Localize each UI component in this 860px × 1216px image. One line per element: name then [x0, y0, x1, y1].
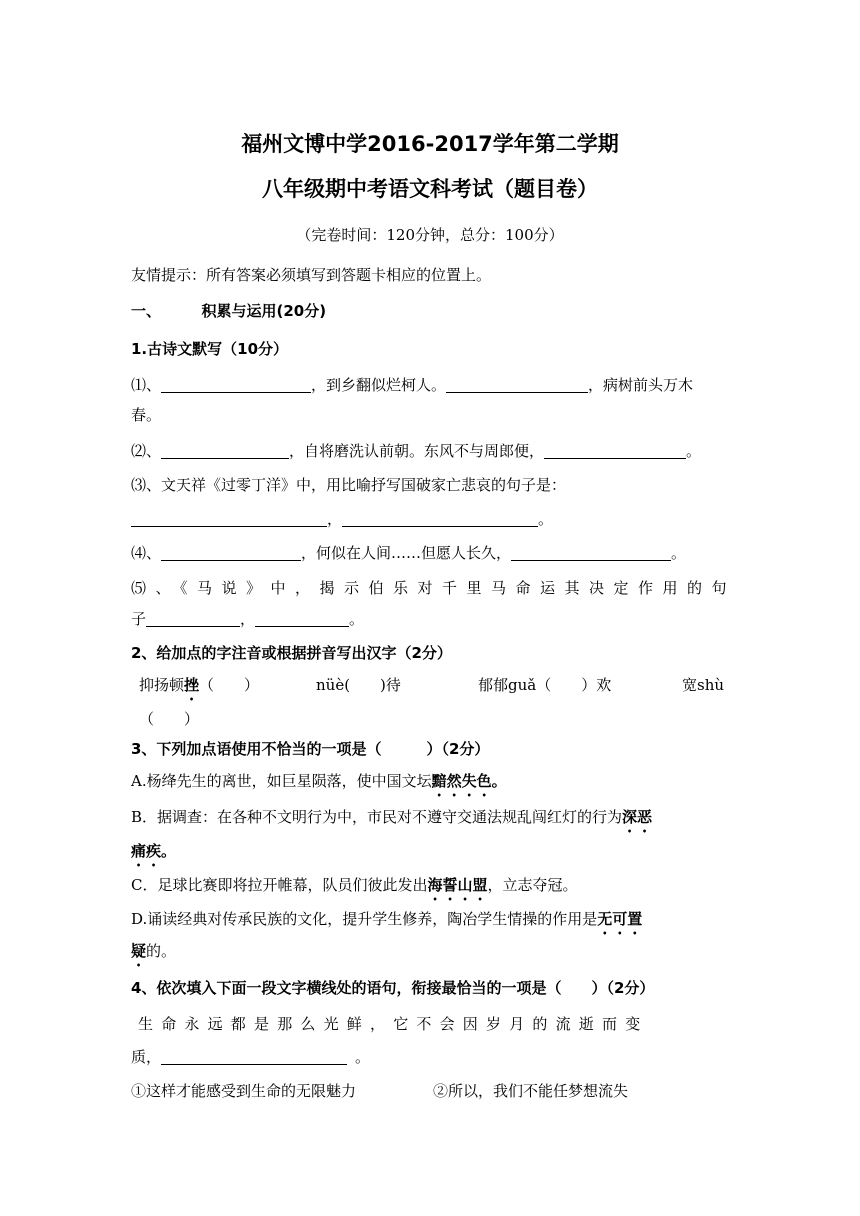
answer-blank [446, 376, 588, 393]
q1-line1-cont: 春。 [131, 406, 162, 424]
q3-option-a-dotted: 黯然失色 [431, 772, 492, 790]
q1-title: 1.古诗文默写（10分） [131, 340, 289, 358]
q3-option-d-dotted2: 疑 [131, 942, 147, 960]
q4-passage-text: 质， [131, 1048, 162, 1066]
q2-item4: 宽shù [682, 676, 725, 694]
q2-title: 2、给加点的字注音或根据拼音写出汉字（2分） [131, 644, 452, 662]
q3-option-c [131, 874, 578, 904]
q2-item2: nüè( )待 [316, 676, 401, 694]
answer-blank [255, 610, 349, 627]
q1-line1-text2: ，病树前头万木 [588, 376, 694, 394]
q1-line3: ⑶、文天祥《过零丁洋》中，用比喻抒写国破家亡悲哀的句子是： [131, 476, 567, 494]
q2-item4-paren: （ ） [139, 710, 200, 728]
section-heading [131, 300, 326, 321]
exam-subtitle: 八年级期中考语文科考试（题目卷） [262, 177, 598, 201]
q2-item1-paren: （ ） [199, 676, 260, 694]
q4-option-1: ①这样才能感受到生命的无限魅力 [131, 1082, 357, 1100]
q1-line4-text: ，何似在人间……但愿人长久， [301, 544, 512, 562]
q3-option-d-dotted: 无可置 [597, 910, 643, 928]
q3-option-c-dotted: 海誓山盟 [427, 876, 488, 894]
q1-line1-num: ⑴、 [131, 376, 162, 394]
answer-blank [544, 442, 686, 459]
q1-line4-end: 。 [671, 544, 687, 562]
q1-line5-end: 。 [349, 610, 365, 628]
q1-line2-end: 。 [686, 442, 702, 460]
q3-option-b-cont [131, 840, 176, 870]
q4-passage-cont [131, 1046, 370, 1067]
q1-line5-blanks [131, 608, 364, 629]
q3-option-b-dotted: 深恶 [622, 808, 653, 826]
q2-item1 [139, 674, 259, 704]
q2-item3: 郁郁guǎ（ ）欢 [478, 676, 612, 694]
answer-blank [511, 544, 671, 561]
q3-option-b-text: B．据调查：在各种不文明行为中，市民对不遵守交通法规乱闯红灯的行为 [131, 808, 623, 826]
q3-option-c-text: C．足球比赛即将拉开帷幕，队员们彼此发出 [131, 876, 428, 894]
q1-line2-text: ，自将磨洗认前朝。东风不与周郎便， [289, 442, 545, 460]
q3-option-b-end: 。 [161, 842, 177, 860]
q1-line5-text: 子 [131, 610, 147, 628]
q3-option-d-text: D.诵读经典对传承民族的文化，提升学生修养，陶冶学生情操的作用是 [131, 910, 598, 928]
exam-title: 福州文博中学2016-2017学年第二学期 [241, 132, 619, 156]
q1-line1-text: ，到乡翻似烂柯人。 [311, 376, 447, 394]
tip-text: 友情提示：所有答案必须填写到答题卡相应的位置上。 [131, 266, 492, 284]
q3-option-d-end: 的。 [146, 942, 177, 960]
answer-blank [146, 610, 240, 627]
q1-line3-blanks [131, 508, 553, 529]
answer-blank [161, 376, 311, 393]
q4-passage: 生命永远都是那么光鲜，它不会因岁月的流逝而变 [138, 1015, 649, 1033]
answer-blank [161, 1048, 347, 1065]
q4-passage-end: 。 [355, 1048, 371, 1066]
q3-option-b-dotted2: 痛疾 [131, 842, 162, 860]
answer-blank [161, 544, 301, 561]
q4-title: 4、依次填入下面一段文字横线处的语句，衔接最恰当的一项是（ ）（2分） [131, 979, 655, 997]
answer-blank [161, 442, 289, 459]
q4-option-2: ②所以，我们不能任梦想流失 [433, 1082, 629, 1100]
q1-line2 [131, 440, 701, 461]
q3-option-d [131, 908, 642, 938]
section-title: 积累与运用(20分) [201, 302, 327, 320]
time-info: （完卷时间：120分钟，总分：100分） [296, 226, 564, 244]
q3-option-c-end: ，立志夺冠。 [487, 876, 578, 894]
q3-option-d-cont [131, 940, 176, 970]
q1-line2-num: ⑵、 [131, 442, 162, 460]
answer-blank [342, 510, 538, 527]
section-number: 一、 [131, 302, 162, 320]
q1-line5: ⑸、《马说》中，揭示伯乐对千里马命运其决定作用的句 [131, 579, 737, 597]
q1-line1 [131, 374, 693, 395]
q2-item1-text: 抑扬顿 [139, 676, 185, 694]
q1-line3-end: 。 [538, 510, 554, 528]
q3-title: 3、下列加点语使用不恰当的一项是（ ）（2分） [131, 740, 490, 758]
answer-blank [131, 510, 327, 527]
q3-option-b [131, 806, 652, 836]
q1-line5-sep: ， [240, 610, 256, 628]
q1-line4-num: ⑷、 [131, 544, 162, 562]
q1-line4 [131, 542, 686, 563]
q3-option-a-end: 。 [491, 772, 507, 790]
q2-item1-dotted: 挫 [184, 676, 200, 694]
q3-option-a-text: A.杨绛先生的离世，如巨星陨落，使中国文坛 [131, 772, 432, 790]
q1-line3-sep: ， [327, 510, 343, 528]
q3-option-a [131, 770, 507, 800]
